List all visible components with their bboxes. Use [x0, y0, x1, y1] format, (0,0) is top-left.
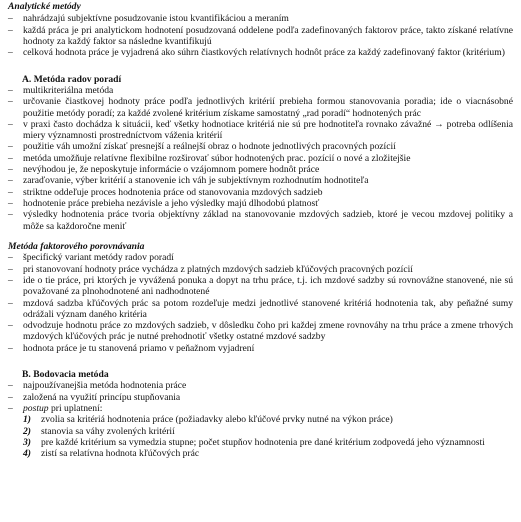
step-number: 2): [23, 425, 31, 437]
factor-comparison-heading: Metóda faktorového porovnávania: [8, 240, 145, 252]
step-item: [23, 426, 513, 437]
list-item: – mzdová sadzba kľúčových prác sa potom rozdeľuje medzi jednotlivé stanovené kritériá hodnotenia tak, aby peňažné sumy odrážali význam daného kritéria: [8, 298, 513, 321]
list-item: – pri stanovovaní hodnoty práce vychádza z platných mzdových sadzieb kľúčových pracovných pozícií: [8, 264, 513, 275]
section-a-heading: A. Metóda radov poradí: [22, 73, 122, 85]
step-text: zvolia sa kritériá hodnotenia práce (požiadavky alebo kľúčové prvky nutné na výkon práce): [41, 414, 393, 426]
list-item: – ide o tie práce, pri ktorých je vyvážená ponuka a dopyt na trhu práce, t.j. ich mzdové sadzby sú rovnovážne stanovené, nie sú považované za plnohodnotené ani nadhodnotené: [8, 275, 513, 298]
list-item-postup: [8, 403, 513, 414]
factor-comparison-list: [8, 252, 513, 354]
list-item: – nevýhodou je, že neposkytuje informácie o vzájomnom pomere hodnôt práce: [8, 164, 513, 175]
step-text: zistí sa relatívna hodnota kľúčových prác: [41, 448, 200, 460]
step-text: stanovia sa váhy zvolených kritérií: [41, 425, 175, 437]
document-page: [8, 1, 513, 460]
list-item: – celková hodnota práce je vyjadrená ako súhrn čiastkových relatívnych hodnôt práce za každý zadefinovaný faktor (kritérium): [8, 47, 513, 58]
list-item: – založená na využití princípu stupňovania: [8, 392, 513, 403]
step-number: 4): [23, 448, 31, 460]
list-item: – špecifický variant metódy radov poradí: [8, 252, 513, 263]
list-item: – zaraďovanie, výber kritérií a stanovenie ich váh je subjektívnym rozhodnutím hodnotiteľa: [8, 175, 513, 186]
list-item: – metóda umožňuje relatívne flexibilne rozširovať súbor hodnotených prac. pozícií o nové a zložitejšie: [8, 153, 513, 164]
list-item: – hodnota práce je tu stanovená priamo v peňažnom vyjadrení: [8, 343, 513, 354]
list-item: – nahrádzajú subjektívne posudzovanie istou kvantifikáciou a meraním: [8, 13, 513, 24]
section-a-list: [8, 85, 513, 232]
list-item: – výsledky hodnotenia práce tvoria objektívny základ na stanovovanie mzdových sadzieb, ktoré je vecou mzdovej politiky a môže sa každoročne meniť: [8, 209, 513, 232]
step-number: 3): [23, 436, 31, 448]
list-item: – hodnotenie práce prebieha nezávisle a jeho výsledky majú dlhodobú platnosť: [8, 198, 513, 209]
list-item: – najpoužívanejšia metóda hodnotenia práce: [8, 380, 513, 391]
list-item: – odvodzuje hodnotu práce zo mzdových sadzieb, v dôsledku čoho pri každej zmene rovnováhy na trhu práce a zmene trhových mzdových kľúčových prác je nutné prehodnotiť všetky ostatné mzdové sadzby: [8, 320, 513, 343]
step-item: [23, 448, 513, 459]
list-item: – určovanie čiastkovej hodnoty práce podľa jednotlivých kritérií prebieha formou stanovovania poradia; ide o viacnásobné použitie metódy poradí; za každé zvolené kritérium získame samostatný „rad poradí“ hodnotených prác: [8, 96, 513, 119]
step-number: 1): [23, 414, 31, 426]
list-item: – každá práca je pri analytickom hodnotení posudzovaná oddelene podľa zadefinovaných faktorov práce, takto získané relatívne hodnoty za každý faktor sa následne kvantifikujú: [8, 25, 513, 48]
list-item: – multikriteriálna metóda: [8, 85, 513, 96]
list-item: – striktne oddeľuje proces hodnotenia práce od stanovovania mzdových sadzieb: [8, 187, 513, 198]
postup-label: postup: [23, 403, 49, 414]
list-item: – v praxi často dochádza k situácii, keď všetky hodnotiace kritériá nie sú pre hodnotiteľa rovnako závažné → potreba odlíšenia miery významnosti prostredníctvom váženia kritérií: [8, 119, 513, 142]
step-text: pre každé kritérium sa vymedzia stupne; počet stupňov hodnotenia pre dané kritérium zodpovedá jeho významnosti: [41, 436, 485, 448]
postup-steps: [8, 414, 513, 459]
section-b-list: [8, 380, 513, 414]
intro-heading: Analytické metódy: [8, 1, 81, 12]
section-b-heading: B. Bodovacia metóda: [22, 369, 109, 381]
list-item: – použitie váh umožní získať presnejší a reálnejší obraz o hodnote jednotlivých pracovných pozícií: [8, 141, 513, 152]
postup-text: pri uplatnení:: [48, 403, 103, 414]
intro-list: [8, 13, 513, 58]
step-item: [23, 414, 513, 425]
step-item: [23, 437, 513, 448]
